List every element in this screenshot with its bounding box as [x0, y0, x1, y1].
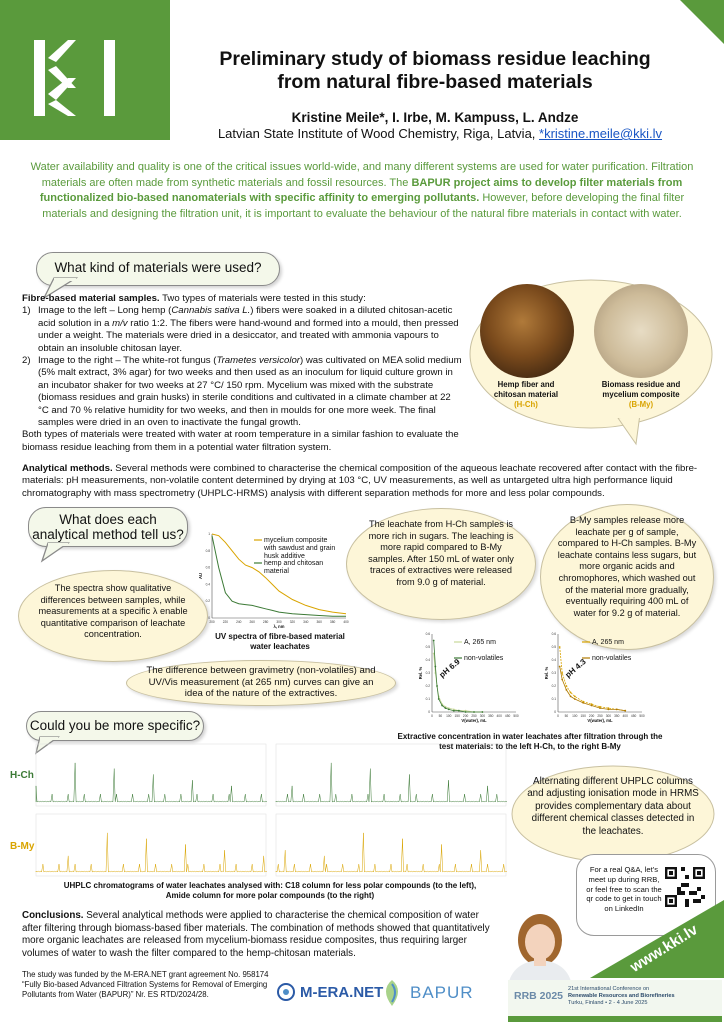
data-point	[570, 692, 572, 694]
y-tick-label: 0.4	[205, 582, 210, 587]
y-axis-label: Rel. %	[418, 666, 423, 680]
y-tick-label: 0.1	[551, 697, 556, 701]
q3-text: Could you be more specific?	[29, 718, 201, 733]
green-corner	[590, 900, 724, 978]
data-point	[561, 679, 563, 681]
x-tick-label: 100	[446, 714, 452, 718]
meranet-text: M-ERA.NET	[300, 983, 384, 1001]
hemp-photo	[480, 284, 574, 378]
extractive-caption: Extractive concentration in water leachates after filtration through the test materials: to the left H-Ch, to the right B-My	[397, 732, 663, 751]
data-point	[465, 711, 467, 713]
chromatogram-trace	[36, 833, 267, 872]
meranet-logo	[276, 982, 383, 1002]
uv-chart	[200, 530, 360, 630]
y-tick-label: 0.8	[205, 548, 210, 553]
hemp-caption: Hemp fiber and chitosan material (H-Ch)	[493, 380, 559, 409]
y-tick-label: 0.6	[551, 632, 556, 636]
y-tick-label: 1	[208, 532, 210, 536]
legend-label: husk additive	[264, 553, 305, 560]
y-tick-label: 0	[428, 710, 430, 714]
chromatogram-svg	[36, 744, 506, 878]
legend-label: non-volatiles	[592, 655, 632, 662]
bmy-chart-svg	[540, 628, 650, 728]
y-tick-label: 0.4	[551, 658, 556, 662]
x-tick-label: 320	[289, 620, 296, 624]
mycelium-caption: Biomass residue and mycelium composite (B-My)	[601, 380, 681, 409]
x-tick-label: 340	[303, 620, 309, 624]
bmy-extractive-chart	[540, 628, 650, 728]
meranet-icon	[276, 982, 296, 1002]
x-tick-label: 50	[564, 714, 569, 718]
intro-paragraph: Water availability and quality is one of the critical issues world-wide, and many different systems are used for water purification. Filtration materials are often made from synthetic materials and fossil resources. The BAPUR project aims to develop filter materials from functionalized bio-based nanomaterials with specific affinity to emerging pollutants. However, before developing the final filter materials and designing the filtration unit, it is important to evaluate the behaviour of the natural fibre materials in contact with water.	[30, 161, 694, 220]
chrom-caption: UHPLC chromatograms of water leachates analysed with: C18 column for less polar compounds (to the left), Amide column for more polar compounds (to the right)	[63, 881, 477, 900]
q1-bubble	[36, 252, 280, 286]
rrb-title: RRB 2025	[514, 990, 564, 1002]
rrb-stripe	[508, 1016, 722, 1022]
chromatogram-panel	[36, 744, 266, 806]
y-tick-label: 0.2	[205, 599, 210, 604]
x-tick-label: 280	[262, 620, 269, 624]
data-point	[566, 689, 568, 691]
chromatogram-panel	[36, 814, 266, 876]
ph-annotation: pH 6.9	[437, 657, 462, 680]
qa-text: For a real Q&A, let’s meet up during RRB, or feel free to scan the qr code to get in touch on LinkedIn	[586, 865, 662, 914]
data-point	[599, 707, 601, 709]
funding-note: The study was funded by the M-ERA.NET grant agreement No. 958174 “Fully Bio-based Advanced Filtration Systems for Removal of Emerging Pollutants from Water (BAPUR)” Nr. ES RTD/2024/28.	[22, 970, 269, 999]
legend-label: A, 265 nm	[592, 639, 624, 646]
x-tick-label: 50	[438, 714, 443, 718]
analytical-methods: Analytical methods. Several methods were combined to characterise the chemical composition of the aqueous leachate recovered after contact with the fibre-materials: pH measurements, non-volatile content determined by drying at 103 °C, UV measurements, as well as untargeted ultra high performance liquid chromatography with mass spectrometry (UHPLC-HRMS) analysis with different separation methods for more and less polar compounds.	[22, 463, 698, 499]
x-tick-label: 240	[236, 620, 242, 624]
data-point	[591, 705, 593, 707]
x-tick-label: 450	[630, 714, 637, 718]
data-point	[559, 666, 561, 668]
x-tick-label: 220	[222, 620, 229, 624]
chromatogram-panel	[276, 744, 506, 806]
conclusions: Conclusions. Several analytical methods were applied to characterise the chemical composition of water after filtering through biomass-based fiber materials. The combination of methods showed that quantitatively more organic leachates are released from mycelium-biomass residue composites, thus requiring larger volumes of water to wash the filter compared to the hemp-chitosan materials.	[22, 910, 490, 959]
x-axis-label: λ, nm	[273, 624, 285, 629]
x-tick-label: 500	[639, 714, 645, 718]
ph-annotation: pH 4.3	[563, 657, 588, 680]
x-tick-label: 300	[479, 714, 486, 718]
data-point	[566, 685, 568, 687]
data-point	[453, 710, 455, 712]
photo-bubble	[468, 278, 714, 434]
bapur-logo	[378, 978, 474, 1008]
data-point	[559, 646, 561, 648]
data-point	[438, 698, 440, 700]
data-point	[458, 710, 460, 712]
data-point	[482, 711, 484, 713]
x-tick-label: 150	[454, 714, 460, 718]
chromatogram-trace	[36, 763, 267, 802]
y-axis-label: AU	[198, 572, 203, 580]
x-tick-label: 100	[572, 714, 578, 718]
y-tick-label: 0.6	[425, 632, 430, 636]
x-tick-label: 400	[622, 714, 628, 718]
legend-label: non-volatiles	[464, 655, 504, 662]
x-tick-label: 300	[605, 714, 612, 718]
q2-text: What does each analytical method tell us?	[32, 512, 184, 542]
kki-logo	[0, 0, 170, 140]
x-tick-label: 360	[316, 620, 322, 624]
x-tick-label: 300	[276, 620, 282, 624]
email-link[interactable]: *kristine.meile@kki.lv	[539, 126, 663, 141]
data-point	[434, 666, 436, 668]
legend-label: hemp and chitosan	[264, 560, 324, 567]
difference-cloud: The difference between gravimetry (non-volatiles) and UV/Vis measurement (at 265 nm) curves can give an idea of the nature of the extractives.	[126, 660, 396, 706]
legend-label: with sawdust and grain	[264, 545, 336, 552]
author-portrait	[498, 904, 582, 986]
y-tick-label: 0.5	[425, 645, 430, 649]
x-tick-label: 380	[329, 620, 336, 624]
hch-cloud: The leachate from H-Ch samples is more rich in sugars. The leaching is more rapid compared to B-My samples. After 150 mL of water only traces of extractives were released from 9.0 g of material.	[346, 508, 536, 620]
x-tick-label: 0	[557, 714, 559, 718]
x-tick-label: 250	[471, 714, 477, 718]
y-tick-label: 0	[208, 616, 210, 620]
legend-label: material	[264, 568, 289, 575]
materials-section: Fibre-based material samples. Two types of materials were tested in this study: 1) Image to the left – Long hemp (Cannabis sativa L.) fibers were soaked in a diluted chitosan-acetic acid solution in a m/v ratio 1:2. The fibers were hand-wound and formed into a mould, then pressed under a weight. The materials were dried in a desiccator, and treated with ammonia vapours to obtain an insoluble chitosan layer. 2) Image to the right – The white-rot fungus (Trametes versicolor) was cultivated on MEA solid medium (5% malt extract, 3% agar) for two weeks and then used as an inoculum for liquid culture grown in an incubator shaker for two weeks at 27 °C/ 150 rpm. Mycelium was mixed with the substrate (biomass residues and grain husks) in sterile conditions and cultivated in a climate chamber at 22 °C and 70 % relative humidity for two weeks, and then in moulds for one more week. The final samples were dried in an oven to inactivate the fungal growth. Both types of materials were treated with water at room temperature in a similar fashion to evaluate the biomass residue leaching from them in a potential water filtration system.	[22, 293, 462, 453]
authors: Kristine Meile*, I. Irbe, M. Kampuss, L. Andze	[291, 110, 579, 125]
chromatogram-panel	[276, 814, 506, 876]
data-point	[608, 709, 610, 711]
legend-label: A, 265 nm	[464, 639, 496, 646]
chromatograms	[36, 744, 506, 878]
x-tick-label: 450	[504, 714, 511, 718]
q2-bubble	[28, 507, 188, 547]
corner-triangle	[680, 0, 724, 44]
uhplc-bubble	[510, 764, 716, 864]
y-tick-label: 0.2	[551, 684, 556, 688]
data-point	[473, 711, 475, 713]
x-tick-label: 250	[597, 714, 603, 718]
poster-title: Preliminary study of biomass residue leaching from natural fibre-based materials	[219, 48, 651, 93]
x-tick-label: 350	[614, 714, 620, 718]
x-tick-label: 500	[513, 714, 519, 718]
legend-label: mycelium composite	[264, 537, 328, 544]
x-tick-label: 150	[580, 714, 586, 718]
data-point	[433, 640, 435, 642]
data-point	[616, 709, 618, 711]
chromatogram-trace	[276, 833, 507, 872]
data-point	[448, 709, 450, 711]
y-tick-label: 0.1	[425, 697, 430, 701]
x-tick-label: 400	[343, 620, 349, 624]
kki-url[interactable]: www.kki.lv	[627, 921, 701, 976]
bmy-cloud: B-My samples release more leachate per g of sample, compared to H-Ch samples. B-My leachate contains less sugars, but more organic acids and chromophores, which washed out of the material more gradually, eventually requiring 400 mL of water for 9.2 g of material.	[540, 504, 714, 650]
y-tick-label: 0.6	[205, 565, 210, 570]
affiliation: Latvian State Institute of Wood Chemistry, Riga, Latvia, *kristine.meile@kki.lv	[217, 126, 663, 141]
y-tick-label: 0.5	[551, 645, 556, 649]
rrb-info: 21st International Conference on Renewable Resources and Biorefineries Turku, Finland • 2 - 4 June 2025	[568, 986, 675, 1007]
mycelium-photo	[594, 284, 688, 378]
data-point	[624, 710, 626, 712]
hch-chart-svg	[414, 628, 524, 728]
x-tick-label: 200	[462, 714, 469, 718]
chromatogram-trace	[276, 763, 507, 802]
uv-chart-svg	[200, 530, 360, 630]
x-tick-label: 350	[488, 714, 494, 718]
y-tick-label: 0	[554, 710, 556, 714]
data-point	[574, 696, 576, 698]
data-point	[441, 705, 443, 707]
chrom-label-hch: H-Ch	[10, 770, 34, 781]
data-point	[582, 702, 584, 704]
spectra-cloud: The spectra show qualitative differences between samples, while measurements at a specific λ enable quantitative comparison of leachate concentration.	[18, 570, 208, 662]
y-tick-label: 0.3	[425, 671, 430, 675]
q1-text: What kind of materials were used?	[54, 260, 262, 275]
uhplc-bubble-text: Alternating different UHPLC columns and adjusting ionisation mode in HRMS provides complementary data about different chemical classes detected in the leachates.	[527, 776, 699, 837]
rrb-banner	[508, 980, 722, 1022]
data-point	[436, 685, 438, 687]
bapur-icon	[378, 978, 406, 1008]
y-tick-label: 0.3	[551, 671, 556, 675]
x-tick-label: 200	[209, 620, 215, 624]
uv-caption: UV spectra of fibre-based material water leachates	[215, 632, 345, 651]
x-tick-label: 260	[249, 620, 255, 624]
y-tick-label: 0.4	[425, 658, 430, 662]
hch-extractive-chart	[414, 628, 524, 728]
bapur-text: BAPUR	[410, 983, 474, 1002]
y-tick-label: 0.2	[425, 684, 430, 688]
data-point	[445, 707, 447, 709]
x-tick-label: 400	[496, 714, 502, 718]
chrom-label-bmy: B-My	[10, 841, 35, 852]
x-tick-label: 0	[431, 714, 433, 718]
x-axis-label: V(water), mL	[461, 718, 487, 723]
x-tick-label: 200	[588, 714, 595, 718]
y-axis-label: Rel. %	[544, 666, 549, 680]
data-point	[574, 698, 576, 700]
data-point	[570, 696, 572, 698]
q3-bubble	[26, 711, 204, 741]
x-axis-label: V(water), mL	[587, 718, 613, 723]
